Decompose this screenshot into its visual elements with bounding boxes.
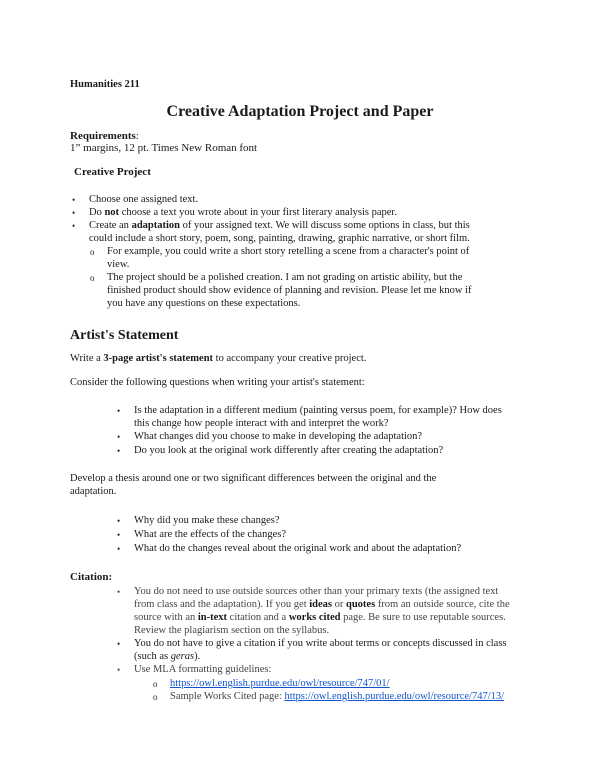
bullet-icon: • [117, 587, 121, 597]
sub-list-item: For example, you could write a short story retelling a scene from a character's point of [107, 246, 470, 257]
list-item: Choose one assigned text. [89, 194, 199, 205]
list-item: Do not choose a text you wrote about in your first literary analysis paper. [89, 207, 397, 218]
circle-bullet-icon: o [153, 692, 158, 702]
list-item: Do you look at the original work differently after creating the adaptation? [134, 445, 444, 456]
list-item: Use MLA formatting guidelines: [134, 664, 272, 675]
circle-bullet-icon: o [90, 247, 95, 257]
list-item-continuation: source with an in-text citation and a works cited page. Be sure to use reputable sources. [134, 612, 506, 623]
creative-project-heading: Creative Project [74, 166, 151, 178]
bullet-icon: • [117, 516, 121, 526]
paragraph: Develop a thesis around one or two significant differences between the original and the [70, 473, 437, 484]
list-item-continuation: Review the plagiarism section on the syllabus. [134, 625, 330, 636]
list-item-continuation: this change how people interact with and interpret the work? [134, 418, 389, 429]
circle-bullet-icon: o [153, 679, 158, 689]
list-item: What are the effects of the changes? [134, 529, 286, 540]
mla-guidelines-link[interactable]: https://owl.english.purdue.edu/owl/resource/747/01/ [170, 678, 390, 689]
list-item: What do the changes reveal about the original work and about the adaptation? [134, 543, 462, 554]
bullet-icon: • [117, 446, 121, 456]
circle-bullet-icon: o [90, 273, 95, 283]
list-item: Create an adaptation of your assigned text. We will discuss some options in class, but this [89, 220, 470, 231]
list-item: Why did you make these changes? [134, 515, 280, 526]
paragraph: Write a 3-page artist's statement to accompany your creative project. [70, 353, 367, 364]
works-cited-link[interactable]: https://owl.english.purdue.edu/owl/resource/747/13/ [284, 691, 505, 702]
document-title: Creative Adaptation Project and Paper [166, 103, 434, 120]
list-item: You do not need to use outside sources other than your primary texts (the assigned text [134, 586, 499, 597]
list-item-continuation: (such as geras). [134, 651, 201, 662]
bullet-icon: • [117, 530, 121, 540]
bullet-icon: • [72, 195, 76, 205]
list-item-continuation: could include a short story, poem, song, painting, drawing, graphic narrative, or short film. [89, 233, 470, 244]
bullet-icon: • [117, 665, 121, 675]
bullet-icon: • [117, 639, 121, 649]
works-cited-item: Sample Works Cited page: https://owl.english.purdue.edu/owl/resource/747/13/ [170, 691, 505, 702]
bullet-icon: • [117, 406, 121, 416]
list-item: You do not have to give a citation if you write about terms or concepts discussed in class [134, 638, 507, 649]
sub-list-item-continuation: view. [107, 259, 130, 270]
artists-statement-heading: Artist's Statement [70, 328, 179, 343]
requirements-text: 1” margins, 12 pt. Times New Roman font [70, 142, 258, 154]
list-item-continuation: from class and the adaptation). If you get ideas or quotes from an outside source, cite the [134, 599, 510, 610]
bullet-icon: • [72, 208, 76, 218]
requirements-heading: Requirements: [70, 130, 139, 142]
sub-list-item-continuation: you have any questions on these expectations. [107, 298, 301, 309]
sub-list-item: The project should be a polished creation. I am not grading on artistic ability, but the [107, 272, 463, 283]
sub-list-item-continuation: finished product should show evidence of planning and revision. Please let me know if [107, 285, 472, 296]
list-item: What changes did you choose to make in developing the adaptation? [134, 431, 423, 442]
list-item: Is the adaptation in a different medium (painting versus poem, for example)? How does [134, 405, 502, 416]
paragraph-continuation: adaptation. [70, 486, 117, 497]
bullet-icon: • [72, 221, 76, 231]
bullet-icon: • [117, 544, 121, 554]
course-label: Humanities 211 [70, 79, 140, 90]
bullet-icon: • [117, 432, 121, 442]
paragraph: Consider the following questions when writing your artist's statement: [70, 377, 365, 388]
citation-heading: Citation: [70, 571, 113, 583]
